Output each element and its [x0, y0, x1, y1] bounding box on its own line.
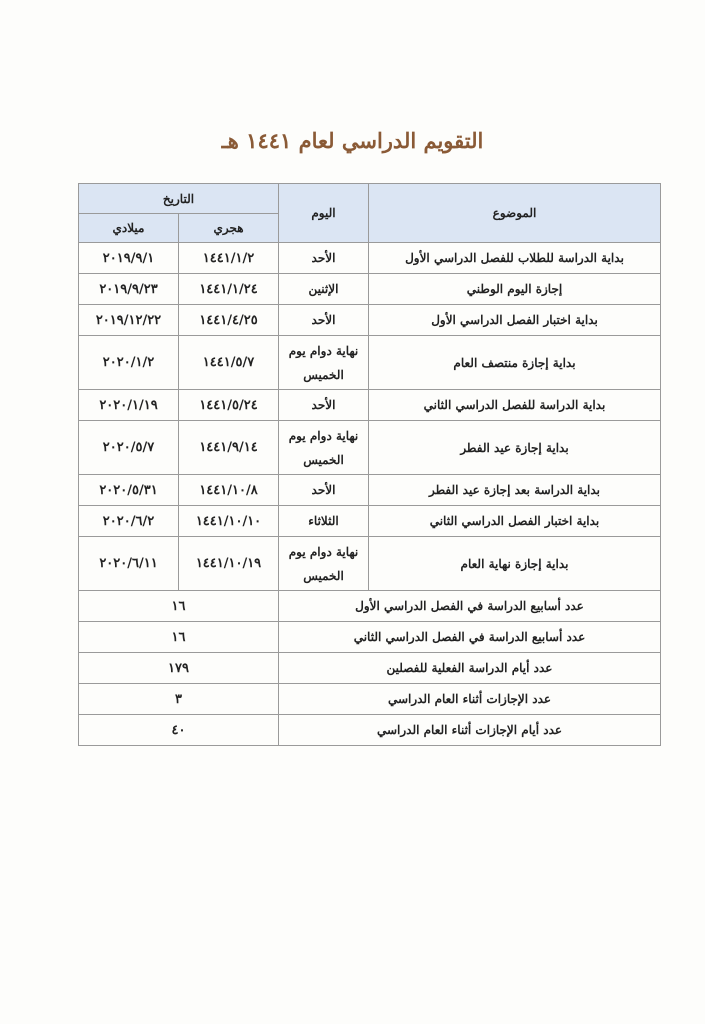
row-gregorian: ٢٠٢٠/١/١٩: [79, 390, 179, 421]
summary-row: [79, 591, 661, 622]
row-day: الأحد: [279, 390, 369, 421]
row-day: الأحد: [279, 243, 369, 274]
row-day-line1: نهاية دوام يوم: [288, 544, 359, 559]
row-day: الثلاثاء: [279, 506, 369, 537]
row-day-line2: الخميس: [303, 452, 344, 467]
summary-label: عدد الإجازات أثناء العام الدراسي: [279, 684, 661, 715]
summary-row: [79, 653, 661, 684]
row-gregorian: ٢٠١٩/١٢/٢٢: [79, 305, 179, 336]
row-hijri: ١٤٤١/١٠/٨: [179, 475, 279, 506]
row-day: الأحد: [279, 305, 369, 336]
row-day-line2: الخميس: [303, 367, 344, 382]
summary-row: [79, 622, 661, 653]
summary-value: ٤٠: [79, 715, 279, 746]
row-day: الأحد: [279, 475, 369, 506]
row-hijri: ١٤٤١/١٠/١٩: [179, 537, 279, 591]
row-gregorian: ٢٠٢٠/١/٢: [79, 336, 179, 390]
table-row: [79, 537, 661, 591]
row-subject: بداية اختبار الفصل الدراسي الأول: [369, 305, 661, 336]
row-day-line1: نهاية دوام يوم: [288, 343, 359, 358]
summary-value: ١٦: [79, 622, 279, 653]
page-title: التقويم الدراسي لعام ١٤٤١ هـ: [221, 128, 484, 153]
row-gregorian: ٢٠١٩/٩/١: [79, 243, 179, 274]
table-row: [79, 305, 661, 336]
summary-label: عدد أيام الإجازات أثناء العام الدراسي: [279, 715, 661, 746]
row-gregorian: ٢٠١٩/٩/٢٣: [79, 274, 179, 305]
row-gregorian: ٢٠٢٠/٦/١١: [79, 537, 179, 591]
summary-label: عدد أسابيع الدراسة في الفصل الدراسي الثاني: [279, 622, 661, 653]
summary-value: ١٦: [79, 591, 279, 622]
summary-row: [79, 715, 661, 746]
row-day: [279, 421, 369, 475]
row-hijri: ١٤٤١/٥/٢٤: [179, 390, 279, 421]
row-subject: بداية إجازة عيد الفطر: [369, 421, 661, 475]
row-gregorian: ٢٠٢٠/٥/٣١: [79, 475, 179, 506]
table-row: [79, 274, 661, 305]
summary-row: [79, 684, 661, 715]
row-hijri: ١٤٤١/٤/٢٥: [179, 305, 279, 336]
row-hijri: ١٤٤١/٩/١٤: [179, 421, 279, 475]
row-subject: بداية الدراسة بعد إجازة عيد الفطر: [369, 475, 661, 506]
table-row: [79, 475, 661, 506]
header-date: التاريخ: [79, 184, 279, 214]
table-row: [79, 336, 661, 390]
row-hijri: ١٤٤١/١/٢٤: [179, 274, 279, 305]
summary-value: ١٧٩: [79, 653, 279, 684]
row-gregorian: ٢٠٢٠/٦/٢: [79, 506, 179, 537]
row-hijri: ١٤٤١/١/٢: [179, 243, 279, 274]
row-hijri: ١٤٤١/٥/٧: [179, 336, 279, 390]
row-hijri: ١٤٤١/١٠/١٠: [179, 506, 279, 537]
calendar-table: [78, 183, 661, 746]
table-row: [79, 243, 661, 274]
row-subject: بداية اختبار الفصل الدراسي الثاني: [369, 506, 661, 537]
table-row: [79, 390, 661, 421]
summary-label: عدد أيام الدراسة الفعلية للفصلين: [279, 653, 661, 684]
row-gregorian: ٢٠٢٠/٥/٧: [79, 421, 179, 475]
header-day: اليوم: [279, 184, 369, 243]
row-subject: بداية إجازة نهاية العام: [369, 537, 661, 591]
header-gregorian: ميلادي: [79, 214, 179, 243]
row-subject: بداية الدراسة للطلاب للفصل الدراسي الأول: [369, 243, 661, 274]
row-subject: بداية إجازة منتصف العام: [369, 336, 661, 390]
row-day: [279, 336, 369, 390]
table-row: [79, 421, 661, 475]
table-row: [79, 506, 661, 537]
row-day: الإثنين: [279, 274, 369, 305]
header-subject: الموضوع: [369, 184, 661, 243]
row-subject: بداية الدراسة للفصل الدراسي الثاني: [369, 390, 661, 421]
row-day-line1: نهاية دوام يوم: [288, 428, 359, 443]
header-hijri: هجري: [179, 214, 279, 243]
row-subject: إجازة اليوم الوطني: [369, 274, 661, 305]
summary-label: عدد أسابيع الدراسة في الفصل الدراسي الأول: [279, 591, 661, 622]
row-day: [279, 537, 369, 591]
summary-value: ٣: [79, 684, 279, 715]
row-day-line2: الخميس: [303, 568, 344, 583]
